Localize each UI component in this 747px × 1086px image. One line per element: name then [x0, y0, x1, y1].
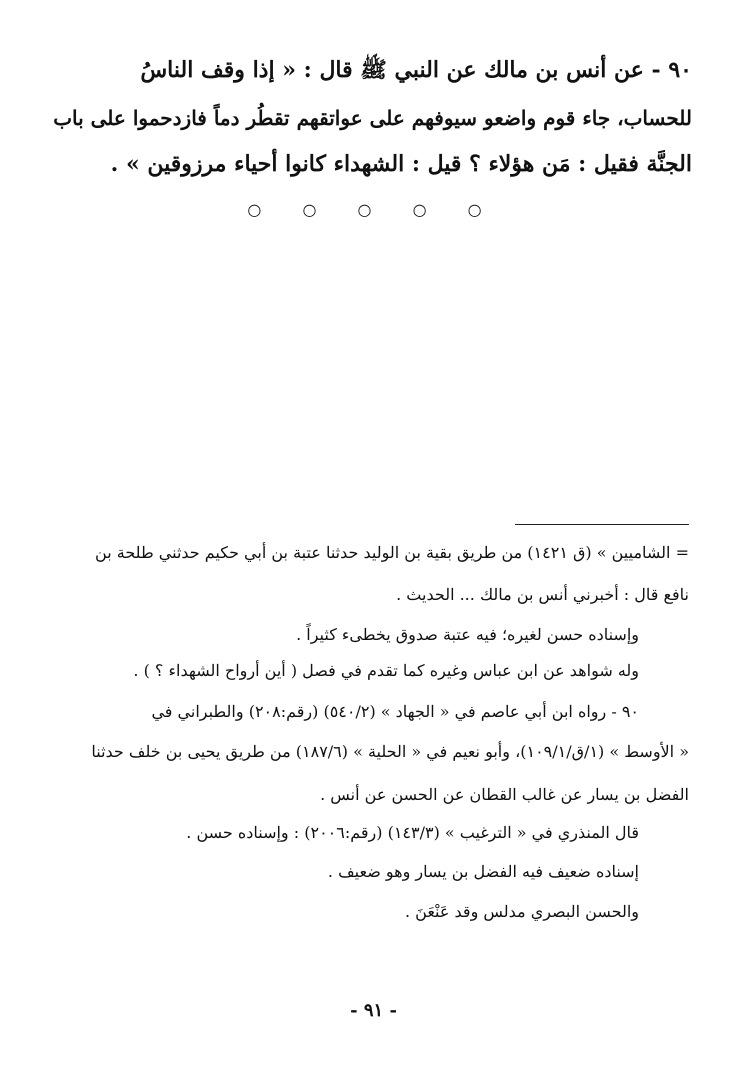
footnote-line-9: إسناده ضعيف فيه الفضل بن يسار وهو ضعيف . [327, 862, 639, 881]
footnote-line-10: والحسن البصري مدلس وقد عَنْعَنَ . [404, 902, 639, 921]
footnote-line-2: نافع قال : أخبرني أنس بن مالك ... الحديث . [396, 585, 689, 604]
hadith-line-2: للحساب، جاء قوم واضعو سيوفهم على عواتقهم تقطُر دماً فازدحموا على باب [53, 106, 692, 130]
footnote-line-7: الفضل بن يسار عن غالب القطان عن الحسن عن أنس . [320, 785, 689, 804]
footnote-rule [515, 524, 689, 525]
hadith-line-1: ٩٠ - عن أنس بن مالك عن النبي ﷺ قال : « إذا وقف الناسُ [140, 57, 692, 83]
footnote-line-6: « الأوسط » (١/ق/١٠٩/١)، وأبو نعيم في « الحلية » (١٨٧/٦) من طريق يحيى بن خلف حدثنا [91, 742, 689, 761]
footnote-line-3: وإسناده حسن لغيره؛ فيه عتبة صدوق يخطىء كثيراً . [296, 625, 639, 644]
section-separator: ○ ○ ○ ○ ○ [247, 200, 500, 219]
footnote-line-1: = الشاميين » (ق ١٤٢١) من طريق بقية بن الوليد حدثنا عتبة بن أبي حكيم حدثني طلحة بن [95, 543, 689, 562]
page-number: - ٩١ - [350, 1000, 397, 1021]
hadith-line-3: الجنَّة فقيل : مَن هؤلاء ؟ قيل : الشهداء كانوا أحياء مرزوقين » . [110, 151, 692, 177]
footnote-line-5: ٩٠ - رواه ابن أبي عاصم في « الجهاد » (٥٤٠/٢) (رقم:٢٠٨) والطبراني في [151, 702, 639, 721]
footnote-line-8: قال المنذري في « الترغيب » (١٤٣/٣) (رقم:٢٠٠٦) : وإسناده حسن . [186, 823, 639, 842]
footnote-line-4: وله شواهد عن ابن عباس وغيره كما تقدم في فصل ( أين أرواح الشهداء ؟ ) . [133, 661, 639, 680]
